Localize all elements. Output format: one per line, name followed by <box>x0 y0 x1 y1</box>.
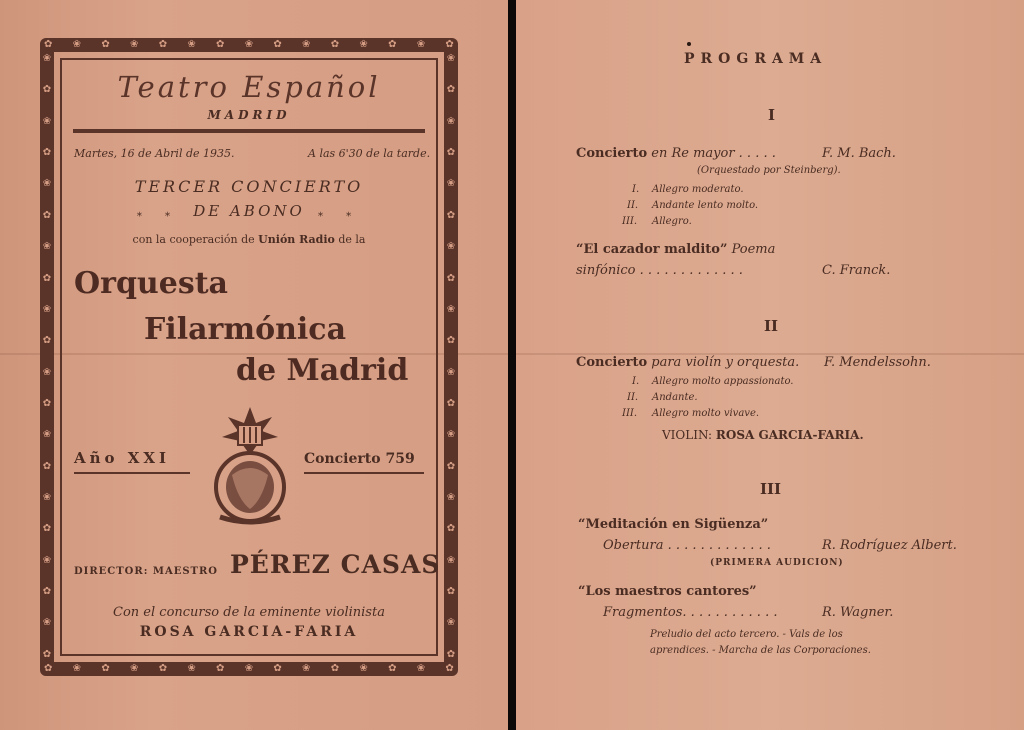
work-subtitle: para violín y orquesta. <box>647 355 800 370</box>
star-ornament-icon: ⁎ ⁎ <box>136 208 194 219</box>
movement-number: III. <box>622 216 638 227</box>
frame-ornament-right: ❀ ✿ ❀ ✿ ❀ ✿ ❀ ✿ ❀ ✿ ❀ ✿ ❀ ✿ ❀ ✿ ❀ ✿ ❀ ✿ <box>446 53 456 660</box>
work-title: Concierto <box>576 146 648 161</box>
concert-time: A las 6'30 de la tarde. <box>308 147 431 160</box>
spread-gutter <box>508 0 516 730</box>
work-title: “El cazador maldito” <box>576 242 728 257</box>
violin-soloist-line <box>662 428 864 442</box>
composer-franck: C. Franck. <box>822 263 891 278</box>
premiere-note: (PRIMERA AUDICION) <box>710 558 844 568</box>
violin-label: VIOLIN: <box>662 428 716 442</box>
frame-ornament-left: ❀ ✿ ❀ ✿ ❀ ✿ ❀ ✿ ❀ ✿ ❀ ✿ ❀ ✿ ❀ ✿ ❀ ✿ ❀ ✿ <box>42 53 52 660</box>
composer-rodriguez: R. Rodríguez Albert. <box>822 538 957 553</box>
theatre-title: Teatro Español <box>117 70 381 104</box>
movement-name: Allegro. <box>652 216 692 227</box>
wagner-excerpts-line2: aprendices. - Marcha de las Corporaciones. <box>650 645 871 656</box>
work-franck-title <box>576 242 775 257</box>
movement-number: I. <box>632 376 640 387</box>
frame-ornament-top: ✿ ❀ ✿ ❀ ✿ ❀ ✿ ❀ ✿ ❀ ✿ ❀ ✿ ❀ ✿ <box>44 39 454 50</box>
movement-number: III. <box>622 408 638 419</box>
work-genre-line: Fragmentos. . . . . . . . . . . . <box>603 605 778 620</box>
soloist-intro: Con el concurso de la eminente violinista <box>113 605 385 620</box>
subscription-label: DE ABONO <box>193 202 305 220</box>
frame-ornament-bottom: ✿ ❀ ✿ ❀ ✿ ❀ ✿ ❀ ✿ ❀ ✿ ❀ ✿ ❀ ✿ <box>44 663 454 674</box>
work-subtitle: en Re mayor . . . . . <box>647 146 776 161</box>
concert-ordinal: TERCER CONCIERTO <box>134 177 364 196</box>
concert-date: Martes, 16 de Abril de 1935. <box>74 147 235 160</box>
director-name: PÉREZ CASAS <box>230 550 441 579</box>
orchestra-emblem-icon <box>210 405 290 525</box>
season-underline <box>74 472 190 474</box>
work-bach-title <box>576 146 776 161</box>
coop-text: con la cooperación de <box>132 233 259 246</box>
title-rule <box>73 129 425 133</box>
movement-number: I. <box>632 184 640 195</box>
work-wagner-title: “Los maestros cantores” <box>578 584 757 599</box>
work-genre-line: sinfónico . . . . . . . . . . . . . <box>576 263 743 278</box>
work-mendelssohn-title <box>576 355 799 370</box>
orchestra-name-line1: Orquesta <box>74 266 228 301</box>
part-one-numeral: I <box>768 106 776 124</box>
part-three-numeral: III <box>760 480 782 498</box>
work-genre-line: Obertura . . . . . . . . . . . . . <box>603 538 771 553</box>
coop-text-end: de la <box>334 233 366 246</box>
work-title: Concierto <box>576 355 648 370</box>
composer-mendelssohn: F. Mendelssohn. <box>824 355 931 370</box>
movement-name: Andante. <box>652 392 698 403</box>
program-heading: PROGRAMA <box>684 51 828 67</box>
ink-dot <box>687 42 691 46</box>
concert-number-underline <box>304 472 424 474</box>
movement-name: Allegro molto appassionato. <box>652 376 794 387</box>
composer-wagner: R. Wagner. <box>822 605 894 620</box>
part-two-numeral: II <box>764 317 779 335</box>
movement-name: Andante lento molto. <box>652 200 759 211</box>
orchestra-name-line3: de Madrid <box>236 353 409 388</box>
wagner-excerpts-line1: Preludio del acto tercero. - Vals de los <box>650 629 843 640</box>
concert-number: Concierto 759 <box>304 451 415 467</box>
movement-name: Allegro moderato. <box>652 184 744 195</box>
movement-name: Allegro molto vivave. <box>652 408 760 419</box>
orchestra-name-line2: Filarmónica <box>144 312 347 347</box>
movement-number: II. <box>627 392 639 403</box>
coop-sponsor: Unión Radio <box>258 233 335 246</box>
composer-bach: F. M. Bach. <box>822 146 896 161</box>
soloist-name: ROSA GARCIA-FARIA <box>139 624 359 640</box>
work-rodriguez-title: “Meditación en Sigüenza” <box>578 517 769 532</box>
season-year: Año XXI <box>74 449 171 467</box>
director-label: DIRECTOR: MAESTRO <box>74 566 219 577</box>
city-name: MADRID <box>207 108 291 122</box>
star-ornament-icon: ⁎ ⁎ <box>304 208 362 219</box>
orchestration-note: (Orquestado por Steinberg). <box>697 165 841 176</box>
subscription-line <box>68 202 430 220</box>
movement-number: II. <box>627 200 639 211</box>
violin-soloist-name: ROSA GARCIA-FARIA. <box>715 428 864 442</box>
work-subtitle: Poema <box>727 242 776 257</box>
cooperation-line <box>68 233 430 246</box>
